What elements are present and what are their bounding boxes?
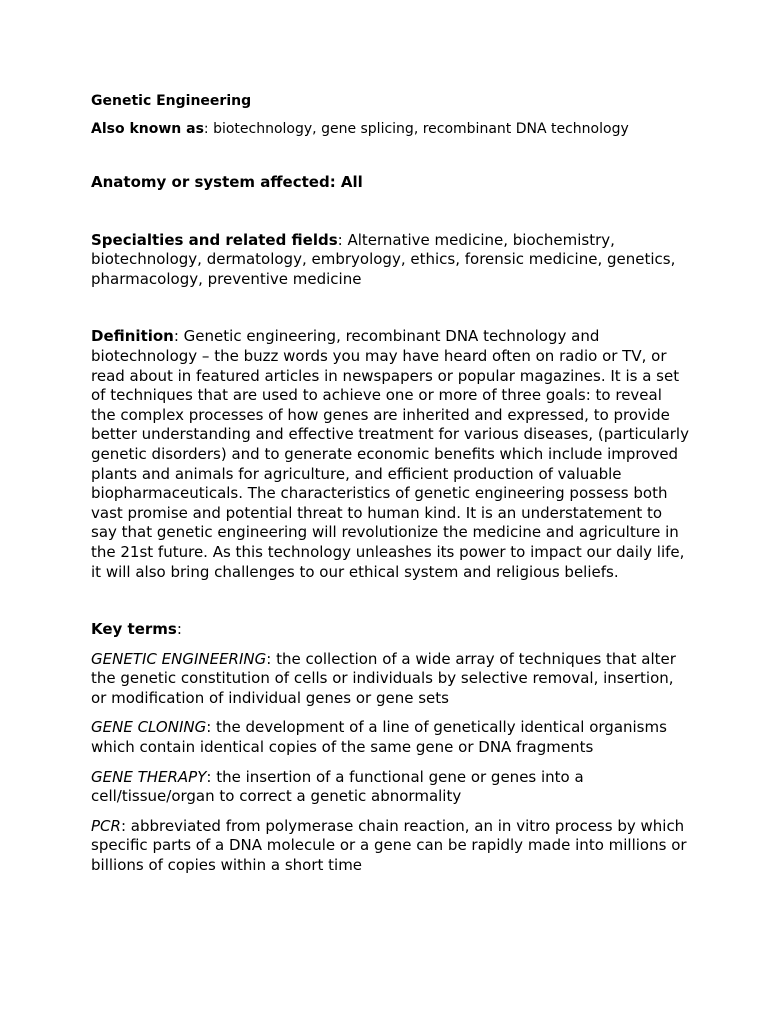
specialties-text: : Alternative medicine, biochemistry, biotechnology, dermatology, embryology, ethics, forensic medicine, genetics, pharmacology, preventive medicine	[91, 230, 676, 288]
also-known-as	[91, 120, 691, 138]
document-page	[91, 92, 691, 876]
key-term-genetic-engineering	[91, 650, 691, 709]
anatomy-line: Anatomy or system affected: All	[91, 173, 363, 191]
key-term-definition: : the development of a line of genetically identical organisms which contain identical copies of the same gene or DNA fragments	[91, 718, 667, 757]
key-term-definition: : the collection of a wide array of techniques that alter the genetic constitution of cells or individuals by selective removal, insertion, or modification of individual genes or gene sets	[91, 649, 676, 707]
document-title: Genetic Engineering	[91, 93, 252, 109]
key-terms-heading	[91, 620, 691, 640]
key-term-name: PCR	[91, 816, 121, 835]
key-term-name: GENE CLONING	[91, 718, 207, 737]
specialties-label: Specialties and related fields	[91, 230, 338, 249]
definition-paragraph	[91, 327, 691, 582]
key-term-name: GENETIC ENGINEERING	[91, 649, 267, 668]
specialties-paragraph	[91, 231, 691, 290]
also-known-as-text: : biotechnology, gene splicing, recombinant DNA technology	[203, 121, 629, 137]
definition-label: Definition	[91, 327, 174, 346]
key-term-gene-therapy	[91, 768, 691, 807]
key-terms-colon: :	[176, 620, 182, 639]
key-term-name: GENE THERAPY	[91, 767, 207, 786]
key-term-definition: : abbreviated from polymerase chain reaction, an in vitro process by which specific parts of a DNA molecule or a gene can be rapidly made into millions or billions of copies within a short time	[91, 816, 687, 875]
key-term-pcr	[91, 817, 691, 876]
definition-text: : Genetic engineering, recombinant DNA technology and biotechnology – the buzz words you may have heard often on radio or TV, or read about in featured articles in newspapers or popular magazines. It is a set of techniques that are used to achieve one or more of three goals: to reveal the complex processes of how genes are inherited and expressed, to provide better understanding and effective treatment for various diseases, (particularly genetic disorders) and to generate economic benefits which include improved plants and animals for agriculture, and efficient production of valuable biopharmaceuticals. The characteristics of genetic engineering possess both vast promise and potential threat to human kind. It is an understatement to say that genetic engineering will revolutionize the medicine and agriculture in the 21st future. As this technology unleashes its power to impact our daily life, it will also bring challenges to our ethical system and religious beliefs.	[91, 327, 689, 581]
key-terms-label: Key terms	[91, 620, 177, 639]
also-known-as-label: Also known as	[91, 121, 204, 137]
key-term-gene-cloning	[91, 718, 691, 757]
key-term-definition: : the insertion of a functional gene or genes into a cell/tissue/organ to correct a genetic abnormality	[91, 767, 584, 806]
